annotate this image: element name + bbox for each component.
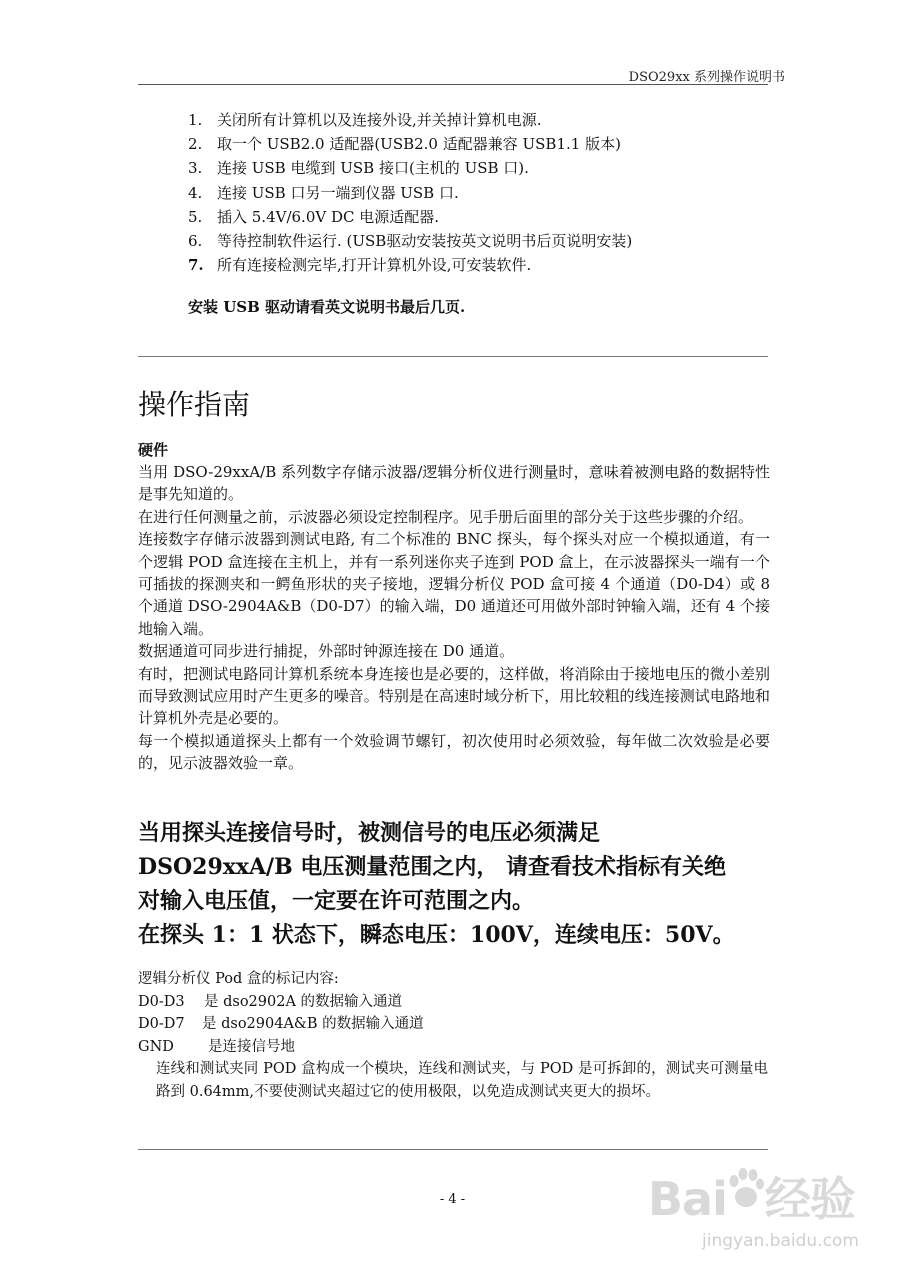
pod-value: 是连接信号地 (208, 1038, 295, 1055)
hardware-paragraph: 每一个模拟通道探头上都有一个效验调节螺钉，初次使用时必须效验，每年做二次效验是必要的，见示波器效验一章。 (138, 731, 770, 773)
pod-intro: 逻辑分析仪 Pod 盒的标记内容: (138, 971, 339, 987)
hardware-heading: 硬件 (138, 441, 169, 459)
pod-labels-section (138, 968, 768, 1103)
hardware-paragraph: 当用 DSO-29xxA/B 系列数字存储示波器/逻辑分析仪进行测量时，意味着被测电路的数据特性是事先知道的。 (138, 463, 770, 504)
pod-key: D0-D7 (138, 1016, 185, 1032)
running-header: DSO29xx 系列操作说明书 (628, 70, 785, 85)
page-number: - 4 - (439, 1192, 466, 1207)
footer-rule (138, 1149, 768, 1150)
warning-line: 当用探头连接信号时，被测信号的电压必须满足 (138, 820, 601, 846)
pod-value: 是 dso2904A&B 的数据输入通道 (202, 1016, 424, 1032)
step-item: 6. 等待控制软件运行. (USB驱动安装按英文说明书后页说明安装) (188, 232, 633, 251)
voltage-warning (138, 816, 778, 952)
paw-icon (726, 1165, 766, 1213)
step-item: 4. 连接 USB 口另一端到仪器 USB 口. (188, 183, 459, 202)
pod-description: 连线和测试夹同 POD 盒构成一个模块，连线和测试夹，与 POD 是可拆卸的，测试夹可测量电路到 0.64mm,不要使测试夹超过它的使用极限，以免造成测试夹更大的损坏。 (156, 1061, 768, 1100)
pod-row (138, 1013, 768, 1036)
step-item: 7. 所有连接检测完毕,打开计算机外设,可安装软件. (188, 256, 532, 275)
hardware-section (138, 439, 770, 775)
baidu-watermark (640, 1163, 890, 1273)
warning-line: 对输入电压值，一定要在许可范围之内。 (138, 888, 535, 914)
usb-driver-note: 安装 USB 驱动请看英文说明书最后几页. (188, 298, 466, 316)
section-divider (138, 356, 768, 357)
warning-line: DSO29xxA/B 电压测量范围之内， 请查看技术指标有关绝 (138, 854, 726, 880)
hardware-paragraph: 数据通道可同步进行捕捉，外部时钟源连接在 D0 通道。 (138, 642, 515, 661)
hardware-paragraph: 在进行任何测量之前，示波器必须设定控制程序。见手册后面里的部分关于这些步骤的介绍。 (138, 507, 754, 526)
watermark-logo: Bai 经验 (648, 1172, 855, 1226)
step-item: 1. 关闭所有计算机以及连接外设,并关掉计算机电源. (188, 111, 542, 129)
step-item: 5. 插入 5.4V/6.0V DC 电源适配器. (188, 207, 440, 226)
pod-key: GND (138, 1038, 174, 1055)
section-title: 操作指南 (138, 388, 251, 421)
pod-key: D0-D3 (138, 993, 185, 1010)
pod-value: 是 dso2902A 的数据输入通道 (204, 993, 403, 1010)
header-rule (138, 84, 768, 85)
hardware-paragraph: 有时，把测试电路同计算机系统本身连接也是必要的，这样做，将消除由于接地电压的微小差别而导致测试应用时产生更多的噪音。特别是在高速时域分析下，用比较粗的线连接测试电路地和计算机外壳是必要的。 (138, 664, 770, 728)
warning-line: 在探头 1：1 状态下，瞬态电压：100V，连续电压：50V。 (138, 922, 735, 948)
connection-steps-list (188, 108, 632, 277)
hardware-paragraph: 连接数字存储示波器到测试电路, 有二个标准的 BNC 探头，每个探头对应一个模拟通道，有一个逻辑 POD 盒连接在主机上，并有一系列迷你夹子连到 POD 盒上，在示波器探头一端有一个可插拔的探测夹和一鳄鱼形状的夹子接地，逻辑分析仪 POD 盒可接 4 个通道（D0-D4）或 8 个通道 DSO-2904A&B（D0-D7）的输入端，D0 通道还可用做外部时钟输入端，还有 4 个接地输入端。 (138, 530, 770, 638)
step-item: 3. 连接 USB 电缆到 USB 接口(主机的 USB 口). (188, 159, 529, 178)
watermark-url: jingyan.baidu.com (702, 1231, 859, 1251)
pod-row (138, 1036, 768, 1059)
step-item: 2. 取一个 USB2.0 适配器(USB2.0 适配器兼容 USB1.1 版本) (188, 135, 621, 154)
pod-row (138, 991, 768, 1014)
